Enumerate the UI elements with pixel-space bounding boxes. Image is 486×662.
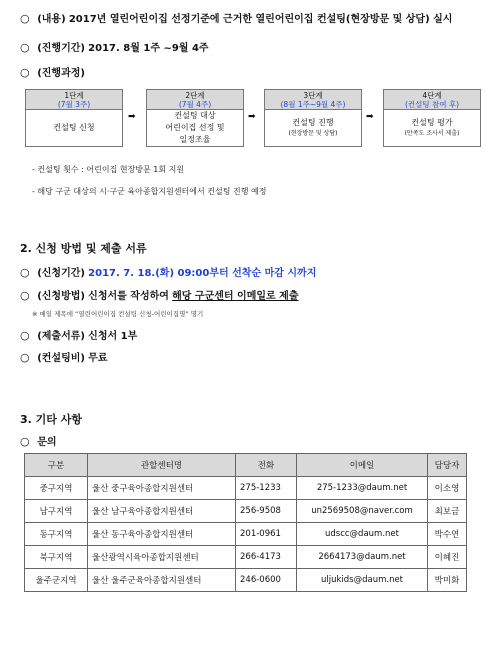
table-cell: un2569508@naver.com [297, 500, 428, 523]
table-cell: 최보금 [428, 500, 467, 523]
period-line [20, 39, 209, 54]
bullet: ○ [20, 41, 30, 54]
content-line [20, 10, 452, 25]
process-label: (진행과정) [37, 68, 85, 79]
stage-title: 3단계 [303, 91, 323, 100]
docs-text: 신청서 1부 [88, 331, 138, 342]
table-cell: 275-1233@daum.net [297, 477, 428, 500]
table-cell: 이혜진 [428, 546, 467, 569]
table-cell: 246-0600 [236, 569, 297, 592]
method-note: ※ 메일 제목에 “열린어린이집 컨설팅 신청-어린이집명” 명기 [32, 310, 204, 318]
table-cell: udscc@daum.net [297, 523, 428, 546]
bullet: ○ [20, 266, 30, 279]
apply-method-line [20, 287, 298, 302]
fee-line [20, 349, 107, 364]
apply-period-line [20, 264, 316, 279]
bullet: ○ [20, 12, 30, 25]
stage-body2: (만족도 조사서 제출) [404, 130, 460, 137]
arrow-icon: ➡ [366, 112, 374, 122]
period-label: (진행기간) [37, 43, 85, 54]
section3-heading: 3. 기타 사항 [20, 413, 82, 426]
table-row [25, 523, 467, 546]
bullet: ○ [20, 435, 30, 448]
table-header: 관할센터명 [88, 454, 236, 477]
table-row [25, 477, 467, 500]
stage-body2: 어린이집 선정 및 [165, 123, 225, 132]
stage-sub: (7월 3주) [57, 100, 91, 109]
stage-sub: (8월 1주~9월 4주) [280, 100, 346, 109]
table-cell: 울산 울주군육아종합지원센터 [88, 569, 236, 592]
table-cell: 동구지역 [25, 523, 88, 546]
note-2: - 해당 구군 대상의 시·구군 육아종합지원센터에서 컨설팅 진행 예정 [32, 187, 267, 196]
stage-3 [264, 89, 362, 147]
table-cell: 256-9508 [236, 500, 297, 523]
table-cell: 울산 중구육아종합지원센터 [88, 477, 236, 500]
table-cell: 201-0961 [236, 523, 297, 546]
fee-text: 무료 [88, 353, 108, 364]
table-row [25, 569, 467, 592]
table-header-row [25, 454, 467, 477]
bullet: ○ [20, 289, 30, 302]
stage-2 [146, 89, 244, 147]
table-cell: 울주군지역 [25, 569, 88, 592]
content-text: 2017년 열린어린이집 선정기준에 근거한 열린어린이집 컨설팅(현장방문 및 상담) 실시 [68, 14, 453, 25]
table-cell: 275-1233 [236, 477, 297, 500]
table-row [25, 500, 467, 523]
content-label: (내용) [37, 14, 66, 25]
stage-sub: (컨설팅 참여 후) [404, 100, 460, 109]
table-cell: uljukids@daum.net [297, 569, 428, 592]
stage-title: 4단계 [422, 91, 442, 100]
table-row [25, 546, 467, 569]
table-header: 담당자 [428, 454, 467, 477]
apply-method-text-a: 신청서를 작성하여 [88, 291, 169, 302]
docs-line [20, 327, 137, 342]
table-cell: 중구지역 [25, 477, 88, 500]
table-header: 전화 [236, 454, 297, 477]
arrow-icon: ➡ [128, 112, 136, 122]
table-cell: 북구지역 [25, 546, 88, 569]
stage-1 [25, 89, 123, 147]
note-1: - 컨설팅 횟수 : 어린이집 현장방문 1회 지원 [32, 165, 185, 174]
section2-heading: 2. 신청 방법 및 제출 서류 [20, 242, 147, 255]
bullet: ○ [20, 329, 30, 342]
stage-title: 2단계 [185, 91, 205, 100]
contact-table [24, 453, 467, 592]
apply-method-text-b: 해당 구군센터 이메일로 제출 [172, 291, 299, 302]
table-cell: 울산 동구육아종합지원센터 [88, 523, 236, 546]
apply-period-text: 2017. 7. 18.(화) 09:00부터 선착순 마감 시까지 [88, 268, 317, 279]
inquiry-label: 문의 [37, 437, 57, 448]
table-cell: 남구지역 [25, 500, 88, 523]
stage-body: 컨설팅 대상 [174, 111, 216, 120]
table-cell: 2664173@daum.net [297, 546, 428, 569]
table-cell: 이소영 [428, 477, 467, 500]
stage-4 [383, 89, 481, 147]
table-cell: 266-4173 [236, 546, 297, 569]
stage-body: 컨설팅 평가 [411, 118, 453, 127]
stage-body: 컨설팅 신청 [53, 123, 95, 132]
period-text: 2017. 8월 1주 ~9월 4주 [88, 43, 209, 54]
stage-body: 컨설팅 진행 [292, 118, 334, 127]
table-header: 구분 [25, 454, 88, 477]
table-cell: 박미화 [428, 569, 467, 592]
apply-period-label: (신청기간) [37, 268, 85, 279]
table-header: 이메일 [297, 454, 428, 477]
fee-label: (컨설팅비) [37, 353, 85, 364]
bullet: ○ [20, 351, 30, 364]
apply-method-label: (신청방법) [37, 291, 85, 302]
arrow-icon: ➡ [248, 112, 256, 122]
docs-label: (제출서류) [37, 331, 85, 342]
inquiry-line [20, 433, 57, 448]
stage-sub: (7월 4주) [178, 100, 212, 109]
stage-body2: (현장방문 및 상담) [288, 130, 338, 137]
table-cell: 울산광역시육아종합지원센터 [88, 546, 236, 569]
stage-body3: 일정조율 [179, 135, 211, 144]
stage-title: 1단계 [64, 91, 84, 100]
bullet: ○ [20, 66, 30, 79]
process-line [20, 64, 85, 79]
table-cell: 울산 남구육아종합지원센터 [88, 500, 236, 523]
table-cell: 박수연 [428, 523, 467, 546]
